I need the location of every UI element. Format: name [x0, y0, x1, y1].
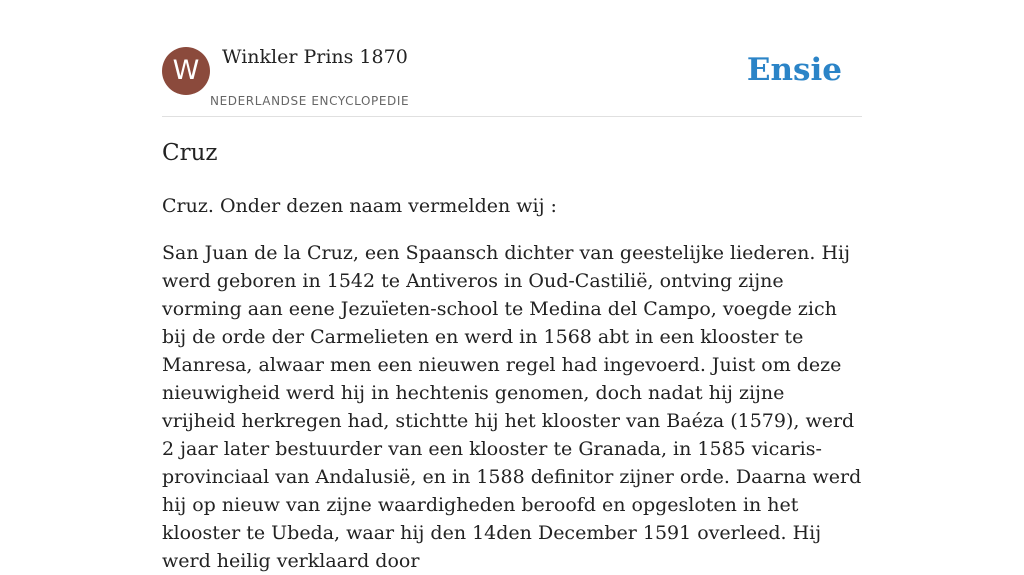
article-title: Cruz — [162, 140, 218, 166]
article-paragraph-intro: Cruz. Onder dezen naam vermelden wij : — [162, 195, 557, 217]
source-avatar[interactable]: W — [162, 47, 210, 95]
source-header — [162, 0, 862, 117]
page-container — [162, 0, 862, 572]
source-subtitle: NEDERLANDSE ENCYCLOPEDIE — [210, 94, 410, 108]
source-title[interactable]: Winkler Prins 1870 — [222, 46, 408, 68]
ensie-logo[interactable]: Ensie — [746, 52, 842, 88]
article-paragraph-body: San Juan de la Cruz, een Spaansch dichter van geestelijke liederen. Hij werd geboren in 1542 te Antiveros in Oud-Castilië, ontving zijne vorming aan eene Jezuïeten-school te Medina del Campo, voegde zich bij de orde der Carmelieten en werd in 1568 abt in een klooster te Manresa, alwaar men een nieuwen regel had ingevoerd. Juist om deze nieuwigheid werd hij in hechtenis genomen, doch nadat hij zijne vrijheid herkregen had, stichtte hij het klooster van Baéza (1579), werd 2 jaar later bestuurder van een klooster te Granada, in 1585 vicaris-provinciaal van Andalusië, en in 1588 definitor zijner orde. Daarna werd hij op nieuw van zijne waardigheden beroofd en opgesloten in het klooster te Ubeda, waar hij den 14den December 1591 overleed. Hij werd heilig verklaard door — [162, 242, 862, 572]
